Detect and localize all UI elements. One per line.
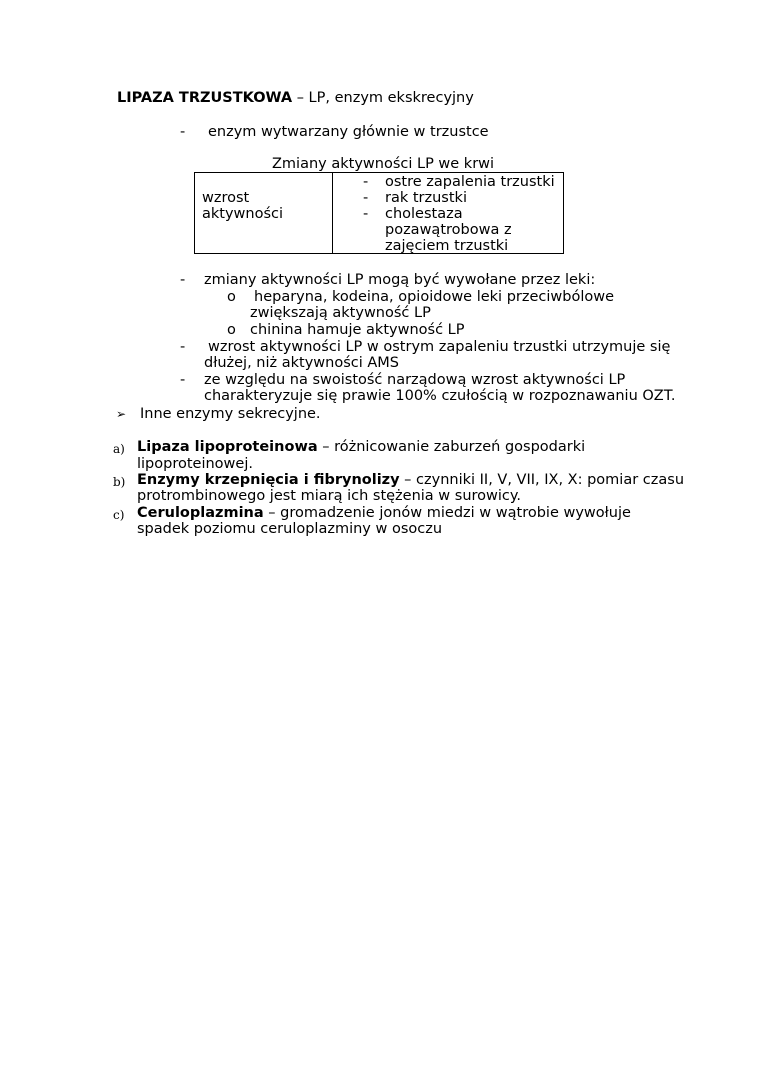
table-item: ostre zapalenia trzustki	[385, 174, 555, 190]
table-caption: Zmiany aktywności LP we krwi	[272, 156, 495, 172]
enzyme-desc-continued: spadek poziomu ceruloplazminy w osoczu	[137, 521, 443, 537]
table-item: rak trzustki	[385, 190, 467, 206]
enzyme-name: Ceruloplazmina	[137, 505, 264, 521]
table-divider	[332, 173, 333, 253]
sub-bullet-marker: o	[227, 322, 236, 338]
bullet-marker: -	[180, 272, 186, 288]
table-left-line: aktywności	[202, 206, 284, 222]
lp-activity-table	[194, 172, 564, 254]
bullet-marker: -	[180, 372, 186, 388]
intro-bullet-text: enzym wytwarzany głównie w trzustce	[208, 124, 489, 140]
table-item-marker: -	[363, 206, 369, 222]
bullet-marker: -	[180, 339, 186, 355]
enzyme-item	[137, 472, 684, 488]
enzyme-name: Enzymy krzepnięcia i fibrynolizy	[137, 472, 400, 488]
sub-bullet-text: zwiększają aktywność LP	[250, 305, 431, 321]
enzyme-marker: c)	[113, 508, 125, 522]
enzyme-desc: – gromadzenie jonów miedzi w wątrobie wywołuje	[263, 505, 631, 521]
section-title: Inne enzymy sekrecyjne.	[140, 406, 321, 422]
enzyme-desc-continued: lipoproteinowej.	[137, 456, 253, 472]
enzyme-marker: b)	[113, 475, 126, 489]
enzyme-item	[137, 439, 585, 455]
table-left-line: wzrost	[202, 190, 250, 206]
sub-bullet-text: heparyna, kodeina, opioidowe leki przeciwbólowe	[254, 289, 615, 305]
heading	[117, 90, 474, 106]
enzyme-desc: – różnicowanie zaburzeń gospodarki	[317, 439, 586, 455]
enzyme-marker: a)	[113, 442, 125, 456]
sub-bullet-marker: o	[227, 289, 236, 305]
table-item-marker: -	[363, 174, 369, 190]
table-left-cell	[202, 190, 283, 222]
bullet-text: dłużej, niż aktywności AMS	[204, 355, 399, 371]
heading-title-rest: – LP, enzym ekskrecyjny	[292, 90, 474, 106]
section-marker: ➢	[116, 407, 127, 421]
enzyme-name: Lipaza lipoproteinowa	[137, 439, 318, 455]
enzyme-desc: – czynniki II, V, VII, IX, X: pomiar czasu	[399, 472, 685, 488]
bullet-text: zmiany aktywności LP mogą być wywołane przez leki:	[204, 272, 596, 288]
bullet-text: charakteryzuje się prawie 100% czułością w rozpoznawaniu OZT.	[204, 388, 676, 404]
bullet-text: wzrost aktywności LP w ostrym zapaleniu trzustki utrzymuje się	[208, 339, 671, 355]
table-item-marker: -	[363, 190, 369, 206]
heading-title-bold: LIPAZA TRZUSTKOWA	[117, 90, 293, 106]
bullet-text: ze względu na swoistość narządową wzrost aktywności LP	[204, 372, 626, 388]
table-item: cholestaza	[385, 206, 463, 222]
enzyme-desc-continued: protrombinowego jest miarą ich stężenia w surowicy.	[137, 488, 522, 504]
sub-bullet-text: chinina hamuje aktywność LP	[250, 322, 465, 338]
table-item-continued: zajęciem trzustki	[385, 238, 509, 254]
intro-bullet-marker: -	[180, 124, 186, 140]
table-item-continued: pozawątrobowa z	[385, 222, 512, 238]
enzyme-item	[137, 505, 631, 521]
